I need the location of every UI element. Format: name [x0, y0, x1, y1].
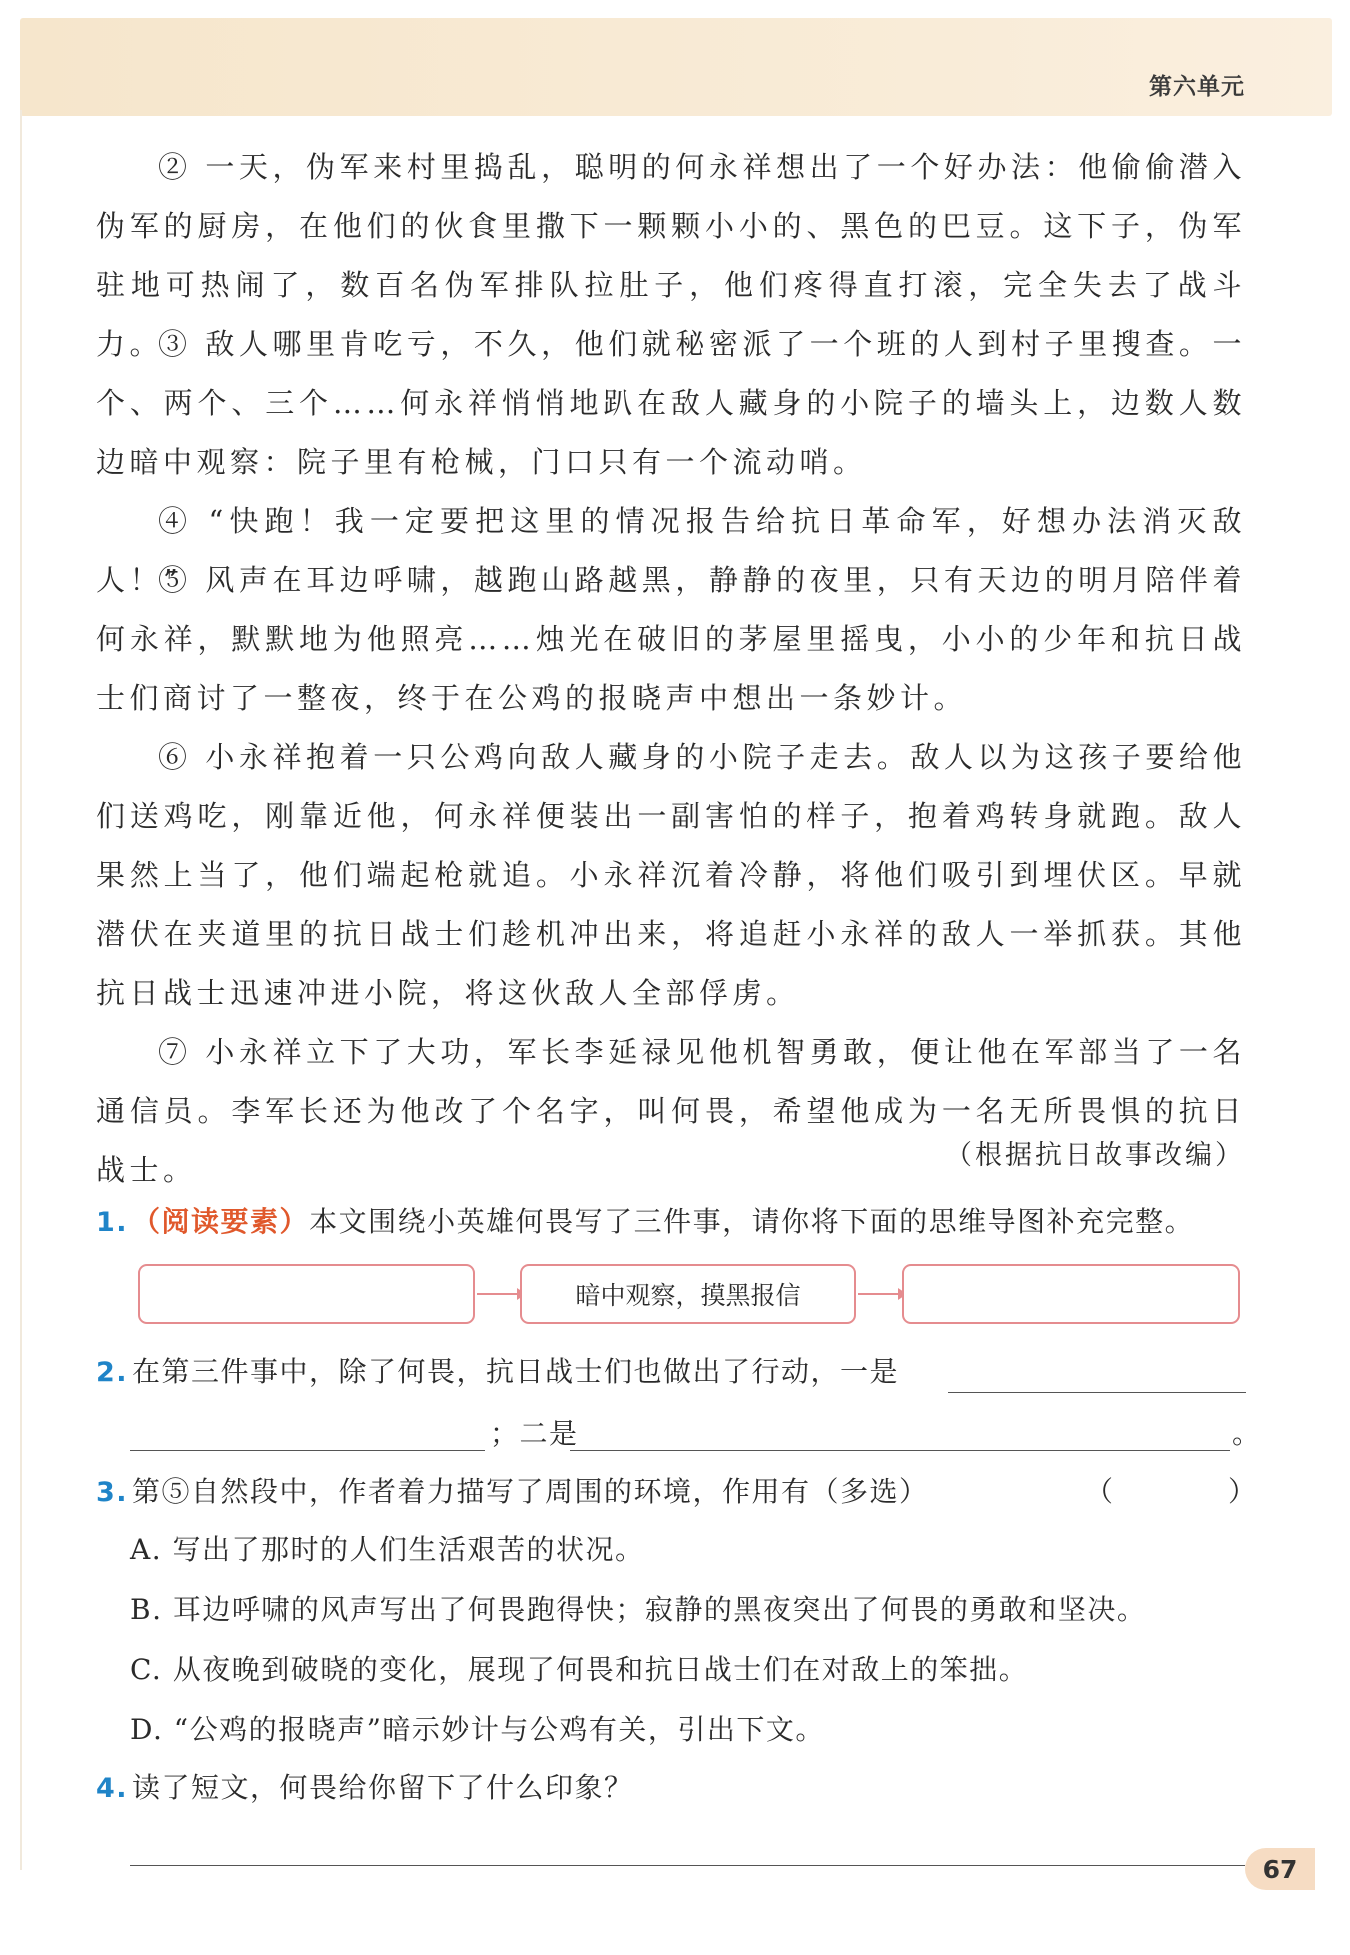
header-band: [20, 18, 1332, 116]
paragraph-6: ⑥ 小永祥抱着一只公鸡向敌人藏身的小院子走去。敌人以为这孩子要给他们送鸡吃，刚靠近他，何永祥便装出一副害怕的样子，抱着鸡转身就跑。敌人果然上当了，他们端起枪就追。小永祥沉着冷静，将他们吸引到埋伏区。早就潜伏在夹道里的抗日战士们趁机冲出来，将追赶小永祥的敌人一举抓获。其他抗日战士迅速冲进小院，将这伙敌人全部俘虏。: [96, 740, 1246, 1010]
question-1-text: 本文围绕小英雄何畏写了三件事，请你将下面的思维导图补充完整。: [309, 1205, 1195, 1238]
answer-blank-2a[interactable]: [948, 1392, 1246, 1393]
unit-label: 第六单元: [1149, 74, 1245, 100]
mindmap-box-3[interactable]: [902, 1264, 1240, 1324]
mindmap-arrow-1: [477, 1293, 519, 1295]
paragraph-3: ③ 敌人哪里肯吃亏，不久，他们就秘密派了一个班的人到村子里搜查。一个、两个、三个……何永祥悄悄地趴在敌人藏身的小院子的墙头上，边数人数边暗中观察：院子里有枪械，门口只有一个流动哨。: [96, 327, 1246, 479]
question-1-number: 1.: [96, 1207, 129, 1238]
reading-element-tag: （阅读要素）: [132, 1205, 310, 1238]
question-1: [96, 1202, 1194, 1243]
question-4-number: 4.: [96, 1773, 129, 1804]
mindmap-arrow-2: [858, 1293, 900, 1295]
paragraph-2: ② 一天，伪军来村里捣乱，聪明的何永祥想出了一个好办法：他偷偷潜入伪军的厨房，在他们的伙食里撒下一颗颗小小的、黑色的巴豆。这下子，伪军驻地可热闹了，数百名伪军排队拉肚子，他们疼得直打滚，完全失去了战斗力。: [96, 150, 1246, 361]
paragraph-5: ⑤ 风声在耳边呼啸，越跑山路越黑，静静的夜里，只有天边的明月陪伴着何永祥，默默地为他照亮……烛光在破旧的茅屋里摇曳，小小的少年和抗日战士们商讨了一整夜，终于在公鸡的报晓声中想出一条妙计。: [96, 563, 1246, 715]
answer-line-4[interactable]: [130, 1865, 1245, 1866]
option-a[interactable]: A. 写出了那时的人们生活艰苦的状况。: [130, 1533, 645, 1566]
paragraph-7: ⑦ 小永祥立下了大功，军长李延禄见他机智勇敢，便让他在军部当了一名通信员。李军长还为他改了个名字，叫何畏，希望他成为一名无所畏惧的抗日战士。: [96, 1035, 1246, 1187]
source-note: （根据抗日故事改编）: [945, 1140, 1245, 1171]
question-4: [96, 1768, 634, 1809]
answer-paren-open[interactable]: （: [1085, 1475, 1115, 1508]
mindmap-box-2: 暗中观察，摸黑报信: [520, 1264, 856, 1324]
question-2-text: 在第三件事中，除了何畏，抗日战士们也做出了行动，一是: [132, 1355, 900, 1388]
left-margin-rule: [20, 110, 22, 1870]
question-3: [96, 1472, 929, 1513]
question-4-text: 读了短文，何畏给你留下了什么印象？: [132, 1771, 634, 1804]
page-number: 67: [1245, 1848, 1315, 1890]
question-2-mid: ；二是: [490, 1417, 579, 1450]
question-3-text: 第⑤自然段中，作者着力描写了周围的环境，作用有（多选）: [132, 1475, 929, 1508]
question-2-end: 。: [1232, 1417, 1262, 1450]
question-2-number: 2.: [96, 1357, 129, 1388]
answer-paren-close: ）: [1228, 1475, 1258, 1508]
option-c[interactable]: C. 从夜晚到破晓的变化，展现了何畏和抗日战士们在对敌上的笨拙。: [130, 1653, 1029, 1686]
option-b[interactable]: B. 耳边呼啸的风声写出了何畏跑得快；寂静的黑夜突出了何畏的勇敢和坚决。: [130, 1593, 1147, 1626]
question-2: [96, 1352, 899, 1393]
option-d[interactable]: D. “公鸡的报晓声”暗示妙计与公鸡有关，引出下文。: [130, 1713, 825, 1746]
answer-blank-2b[interactable]: [130, 1450, 485, 1451]
answer-blank-2c[interactable]: [570, 1450, 1230, 1451]
paragraph-4: ④ “快跑！我一定要把这里的情况报告给抗日革命军，好想办法消灭敌人！”: [96, 504, 1246, 597]
mindmap-box-1[interactable]: [138, 1264, 475, 1324]
question-3-number: 3.: [96, 1477, 129, 1508]
